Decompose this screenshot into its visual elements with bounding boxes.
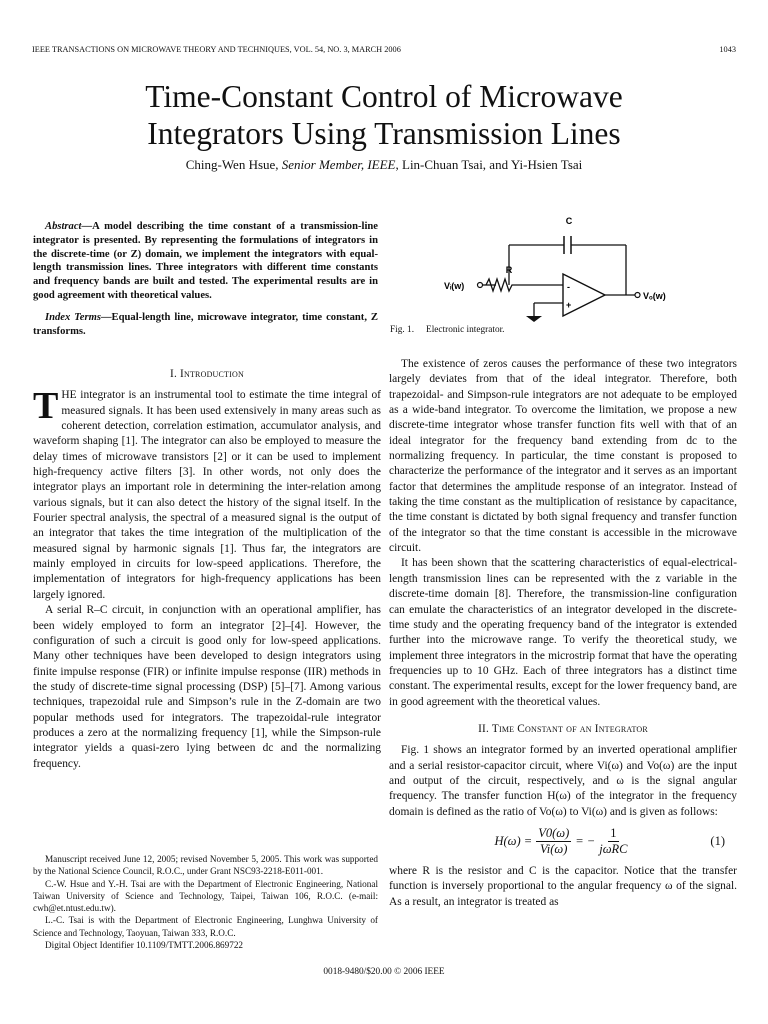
inverting-sign: - [567, 282, 570, 292]
fraction-rc-denominator: jωRC [599, 842, 628, 857]
abstract [33, 220, 378, 338]
authors-rest: , Lin-Chuan Tsai, and Yi-Hsien Tsai [395, 157, 583, 172]
section-2-title: II. Time Constant of an Integrator [478, 722, 648, 735]
page-number: 1043 [719, 45, 736, 54]
drop-cap: T [33, 385, 59, 428]
non-inverting-sign: + [566, 300, 572, 310]
abstract-label: Abstract [45, 221, 82, 232]
resistor-label: R [505, 265, 513, 275]
index-terms-label: Index Terms [45, 311, 101, 323]
left-column [33, 367, 381, 772]
right-column [389, 357, 737, 910]
capacitor-label: C [565, 216, 573, 226]
input-voltage-label: Vᵢ(w) [444, 281, 465, 291]
title-line-2: Integrators Using Transmission Lines [147, 116, 621, 151]
equation-1 [389, 820, 737, 864]
fraction-numerator: V0(ω) [536, 826, 571, 842]
figure-caption-text: Electronic integrator. [426, 325, 505, 335]
section-introduction-title: I. Introduction [170, 368, 244, 380]
right-paragraph-2: It has been shown that the scattering characteristics of equal-electrical-length transmission lines can be represented with the z variable in the discrete-time domain [8]. Therefore, the transmission-line configuration can emulate the characteristics of an integrator developed in the discrete-time study and the operating frequency band of the integrator is extended further into the microwave range. To verify the theoretical study, we implement three integrators in the microstrip format that have the operating frequencies up to 10 GHz. Each of three integrators has a distinct time constant. The experimental results, except for the lower frequency band, are in good agreement with the theoretical values. [389, 557, 737, 708]
output-terminal [635, 293, 640, 298]
figure-caption [390, 325, 505, 335]
title-line-1: Time-Constant Control of Microwave [145, 79, 623, 114]
footnote-doi: Digital Object Identifier 10.1109/TMTT.2006.869722 [45, 940, 244, 951]
footnote-affiliation-1: C.-W. Hsue and Y.-H. Tsai are with the Department of Electronic Engineering, National Taiwan University of Science and Technology, Taipei, Taiwan 106, R.O.C. (e-mail: cwh@et.ntust.edu.tw). [33, 878, 378, 914]
author-1-title: Senior Member, IEEE [281, 157, 396, 172]
integrator-circuit-figure [430, 212, 680, 324]
copyright-footer: 0018-9480/$20.00 © 2006 IEEE [323, 967, 445, 977]
author-1: Ching-Wen Hsue, [185, 157, 282, 172]
authors [0, 157, 768, 173]
fraction-rc-numerator: 1 [608, 826, 618, 842]
footnote-manuscript: Manuscript received June 12, 2005; revised November 5, 2005. This work was supported by the National Science Council, R.O.C., under Grant NSC93-2218-E011-001. [33, 854, 378, 877]
journal-header: IEEE TRANSACTIONS ON MICROWAVE THEORY AND TECHNIQUES, VOL. 54, NO. 3, MARCH 2006 [32, 45, 401, 54]
section-2-paragraph-2: where R is the resistor and C is the capacitor. Notice that the transfer function is inversely proportional to the angular frequency ω of the signal. As a result, an integrator is treated as [389, 864, 737, 908]
fraction-denominator: Vi(ω) [540, 842, 568, 857]
figure-caption-number: Fig. 1. [390, 325, 415, 335]
equation-number: (1) [710, 834, 725, 849]
section-2-paragraph-1: Fig. 1 shows an integrator formed by an inverted operational amplifier and a serial resistor-capacitor circuit, where Vi(ω) and Vo(ω) are the input and output of the circuit, respectively, and ω is the signal angular frequency. The transfer function H(ω) of the integrator in the frequency domain is defined as the ratio of Vo(ω) to Vi(ω) and is given as follows: [389, 744, 737, 818]
index-terms-text: —Equal-length line, microwave integrator, time constant, Z transforms. [33, 311, 378, 337]
footnotes [33, 853, 378, 951]
running-header [32, 45, 736, 54]
equation-lhs: H(ω) = [494, 834, 533, 849]
fraction-voltage-ratio [536, 826, 571, 858]
paper-title [0, 78, 768, 152]
ground-icon [526, 316, 542, 322]
fraction-rc [599, 826, 627, 858]
footnote-affiliation-2: L.-C. Tsai is with the Department of Electronic Engineering, Lunghwa University of Science and Technology, Taoyuan, Taiwan 333, R.O.C. [33, 915, 378, 938]
output-voltage-label: Vₒ(w) [643, 291, 666, 301]
input-terminal [478, 283, 483, 288]
right-paragraph-1: The existence of zeros causes the performance of these two integrators largely deviates from that of the ideal integrator. Therefore, both trapezoidal- and Simpson-rule integrators are not adequate to be employed as a wide-band integrator. To overcome the limitation, we propose a new discrete-time integrator whose transfer function fits well with that of an ideal integrator for the frequency band extending from dc to the normalizing frequency. In particular, the time constant is proposed to characterize the performance of the integrator and it serves as an important factor that determines the amplitude response of an integrator. Instead of taking the time constant as the multiplication of resistance by capacitance, the time constant is dictated by both signal frequency and transfer function of the integrator so that the time constant is accessible in the microwave circuit. [389, 358, 737, 555]
abstract-text: —A model describing the time constant of a transmission-line integrator is presented. By representing the formulations of integrators in the discrete-time (or Z) domain, we implement the integrators with equal-length transmission lines. Three integrators with different time constants and frequency bands are built and tested. The experimental results are in good agreement with theoretical values. [33, 221, 378, 301]
intro-paragraph-1: THE integrator is an instrumental tool to estimate the time integral of measured signals. It has been used extensively in many areas such as coherent detection, correlation estimation, accumulator analysis, and waveform shaping [1]. The integrator can also be employed to measure the delay times of microwave transistors [2] or it can be used to implement high-frequency active filters [3]. In other words, not only does the integrator plays an important role in determining the inter-relation among various signals, but it can also detect the history of the signal itself. In the Fourier spectral analysis, the spectral of a measured signal is the output of an integrator that takes the time integration of the multiplication of the measured signal by harmonic signals [1]. Thus far, the integrators are mainly employed in circuits for low-speed applications. Therefore, the implementation of integrators for high-frequency applications has been largely ignored. [33, 385, 381, 601]
equation-middle: = − [575, 834, 596, 849]
intro-paragraph-2: A serial R–C circuit, in conjunction with an operational amplifier, has been widely employed to form an integrator [2]–[4]. However, the configuration of such a circuit is good only for low-speed applications. Many other techniques have been developed to design integrators using finite impulse response (FIR) or infinite impulse response (IIR) methods in the study of discrete-time signal processing (DSP) [5]–[7]. Among various techniques, trapezoidal rule and Simpson’s rule in the Z-domain are two popular methods used for integrators. The trapezoidal-rule integrator produces a zero at the normalizing frequency [1], while the Simpson-rule integrator yields a quasi-zero lying between dc and the normalizing frequency. [33, 604, 381, 770]
